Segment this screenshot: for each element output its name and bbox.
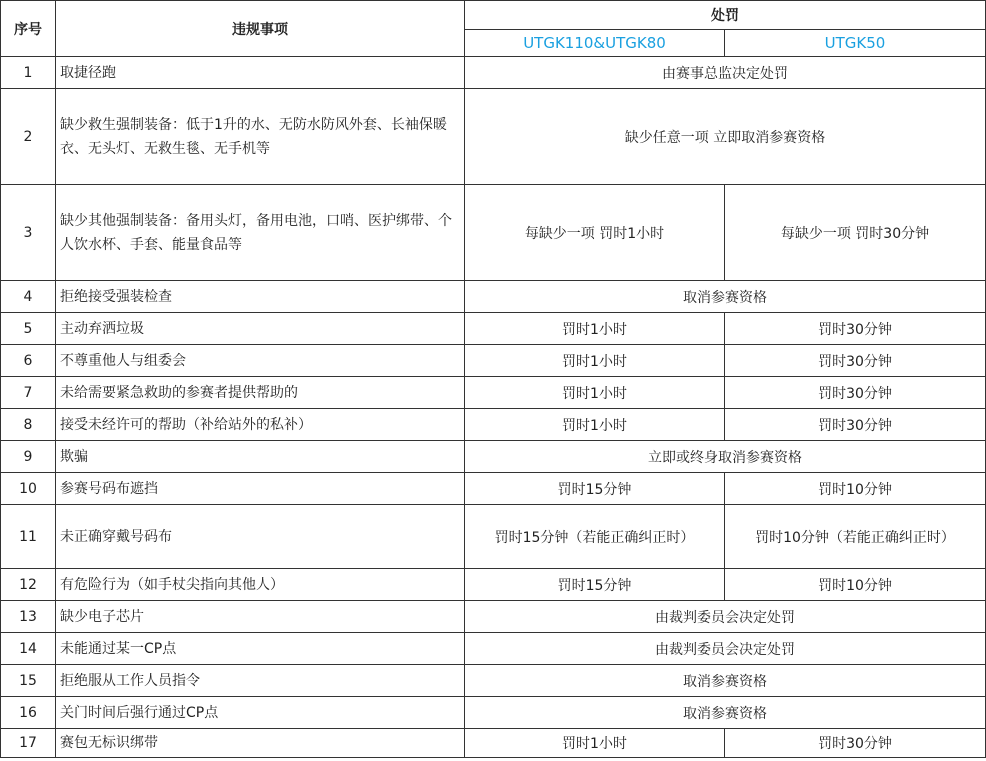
row-penalty-b: 罚时10分钟（若能正确纠正时）: [725, 505, 986, 569]
table-row: [1, 601, 986, 633]
row-item: 关门时间后强行通过CP点: [56, 697, 465, 729]
row-index: 1: [1, 57, 56, 89]
row-index: 15: [1, 665, 56, 697]
table-row: [1, 729, 986, 758]
row-item: 缺少救生强制装备：低于1升的水、无防水防风外套、长袖保暖衣、无头灯、无救生毯、无手机等: [56, 89, 465, 185]
row-penalty-a: 罚时1小时: [465, 729, 725, 758]
table-row: [1, 57, 986, 89]
row-penalty-b: 罚时30分钟: [725, 729, 986, 758]
table-row: [1, 473, 986, 505]
row-penalty-a: 罚时15分钟: [465, 569, 725, 601]
row-item: 不尊重他人与组委会: [56, 345, 465, 377]
row-penalty-b: 罚时30分钟: [725, 345, 986, 377]
header-group-a: UTGK110&UTGK80: [465, 30, 725, 57]
row-item: 赛包无标识绑带: [56, 729, 465, 758]
row-item: 拒绝服从工作人员指令: [56, 665, 465, 697]
row-item: 有危险行为（如手杖尖指向其他人）: [56, 569, 465, 601]
row-penalty: 取消参赛资格: [465, 665, 986, 697]
row-item: 接受未经许可的帮助（补给站外的私补）: [56, 409, 465, 441]
row-index: 2: [1, 89, 56, 185]
header-penalty: 处罚: [465, 1, 986, 30]
row-penalty-b: 每缺少一项 罚时30分钟: [725, 185, 986, 281]
row-item: 未正确穿戴号码布: [56, 505, 465, 569]
row-item: 未给需要紧急救助的参赛者提供帮助的: [56, 377, 465, 409]
table-row: [1, 313, 986, 345]
row-penalty-b: 罚时30分钟: [725, 409, 986, 441]
row-item: 主动弃洒垃圾: [56, 313, 465, 345]
row-penalty-a: 罚时1小时: [465, 409, 725, 441]
row-penalty-b: 罚时10分钟: [725, 473, 986, 505]
header-index: 序号: [1, 1, 56, 57]
header-group-b: UTGK50: [725, 30, 986, 57]
row-item: 欺骗: [56, 441, 465, 473]
row-penalty: 由赛事总监决定处罚: [465, 57, 986, 89]
row-penalty: 缺少任意一项 立即取消参赛资格: [465, 89, 986, 185]
row-index: 10: [1, 473, 56, 505]
row-penalty: 由裁判委员会决定处罚: [465, 633, 986, 665]
row-penalty: 取消参赛资格: [465, 697, 986, 729]
row-penalty-a: 罚时15分钟: [465, 473, 725, 505]
row-index: 17: [1, 729, 56, 758]
table-row: [1, 377, 986, 409]
row-penalty-a: 每缺少一项 罚时1小时: [465, 185, 725, 281]
table-row: [1, 569, 986, 601]
table-row: [1, 665, 986, 697]
row-index: 11: [1, 505, 56, 569]
row-index: 12: [1, 569, 56, 601]
header-violation: 违规事项: [56, 1, 465, 57]
row-index: 13: [1, 601, 56, 633]
row-index: 9: [1, 441, 56, 473]
row-penalty-a: 罚时1小时: [465, 345, 725, 377]
row-index: 7: [1, 377, 56, 409]
row-penalty-b: 罚时30分钟: [725, 377, 986, 409]
row-item: 取捷径跑: [56, 57, 465, 89]
table-row: [1, 281, 986, 313]
table-row: [1, 345, 986, 377]
row-penalty-b: 罚时10分钟: [725, 569, 986, 601]
row-index: 14: [1, 633, 56, 665]
row-index: 5: [1, 313, 56, 345]
table-row: [1, 505, 986, 569]
row-index: 6: [1, 345, 56, 377]
row-penalty: 取消参赛资格: [465, 281, 986, 313]
row-item: 缺少电子芯片: [56, 601, 465, 633]
row-item: 未能通过某一CP点: [56, 633, 465, 665]
row-penalty-a: 罚时15分钟（若能正确纠正时）: [465, 505, 725, 569]
row-index: 16: [1, 697, 56, 729]
table-row: [1, 409, 986, 441]
row-item: 参赛号码布遮挡: [56, 473, 465, 505]
row-penalty: 由裁判委员会决定处罚: [465, 601, 986, 633]
table-row: [1, 441, 986, 473]
table-row: [1, 185, 986, 281]
row-item: 缺少其他强制装备：备用头灯，备用电池，口哨、医护绑带、个人饮水杯、手套、能量食品等: [56, 185, 465, 281]
table-row: [1, 633, 986, 665]
row-penalty-b: 罚时30分钟: [725, 313, 986, 345]
table-row: [1, 89, 986, 185]
row-index: 3: [1, 185, 56, 281]
row-penalty-a: 罚时1小时: [465, 313, 725, 345]
row-index: 8: [1, 409, 56, 441]
table-row: [1, 697, 986, 729]
row-penalty-a: 罚时1小时: [465, 377, 725, 409]
row-index: 4: [1, 281, 56, 313]
row-penalty: 立即或终身取消参赛资格: [465, 441, 986, 473]
row-item: 拒绝接受强装检查: [56, 281, 465, 313]
